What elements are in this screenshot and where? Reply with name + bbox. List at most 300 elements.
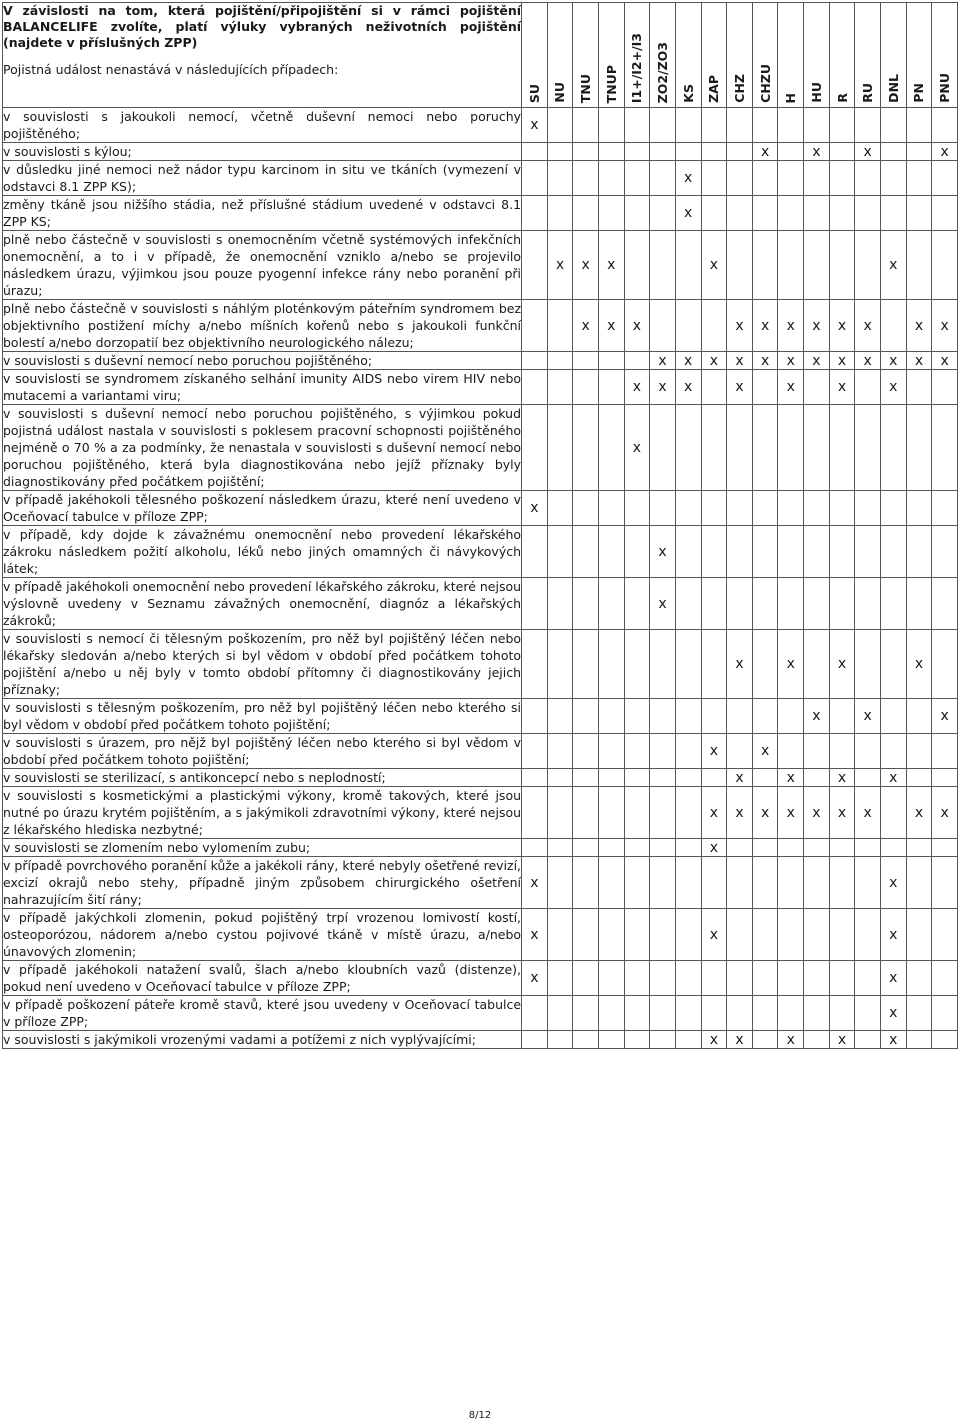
exclusion-mark: x [727,300,753,352]
exclusion-text: v souvislosti s jakoukoli nemocí, včetně duševní nemoci nebo poruchy pojištěného; [3,109,522,141]
empty-cell [778,231,804,300]
empty-cell [675,787,701,839]
empty-cell [932,1031,958,1049]
empty-cell [932,370,958,405]
empty-cell [778,143,804,161]
empty-cell [624,769,650,787]
empty-cell [522,300,548,352]
category-label: H [783,92,799,103]
empty-cell [650,1031,676,1049]
empty-cell [932,161,958,196]
empty-cell [932,630,958,699]
empty-cell [573,909,599,961]
empty-cell [675,699,701,734]
empty-cell [932,839,958,857]
exclusions-body [3,108,958,1049]
exclusion-mark: x [598,300,624,352]
empty-cell [906,196,932,231]
exclusion-mark: x [778,1031,804,1049]
empty-cell [727,161,753,196]
empty-cell [701,491,727,526]
empty-cell [881,161,907,196]
category-label: R [834,93,850,103]
empty-cell [727,143,753,161]
empty-cell [752,526,778,578]
exclusion-text: v případě jakéhokoli natažení svalů, šlach a/nebo kloubních vazů (distenze), pokud není uvedeno v Oceňovací tabulce v příloze ZPP; [3,962,522,994]
empty-cell [855,961,881,996]
intro-cell [3,3,522,108]
empty-cell [624,196,650,231]
empty-cell [675,300,701,352]
category-label: TNU [578,73,594,103]
exclusions-table [2,2,958,1049]
empty-cell [573,196,599,231]
empty-cell [932,857,958,909]
empty-cell [804,526,830,578]
exclusion-mark: x [650,352,676,370]
empty-cell [829,143,855,161]
empty-cell [829,196,855,231]
table-row [3,405,958,491]
empty-cell [881,405,907,491]
empty-cell [675,996,701,1031]
empty-cell [573,526,599,578]
table-row [3,961,958,996]
exclusion-mark: x [522,961,548,996]
table-row [3,108,958,143]
empty-cell [522,769,548,787]
exclusion-text: v souvislosti se zlomením nebo vylomením zubu; [3,839,522,857]
empty-cell [650,769,676,787]
empty-cell [906,370,932,405]
empty-cell [547,769,573,787]
empty-cell [598,769,624,787]
intro-title: V závislosti na tom, která pojištění/připojištění si v rámci pojištění BALANCELIFE zvolíte, platí výluky vybraných neživotních pojištění (najdete v příslušných ZPP) [3,3,522,50]
table-row [3,734,958,769]
empty-cell [522,526,548,578]
empty-cell [650,405,676,491]
exclusion-mark: x [701,1031,727,1049]
empty-cell [701,405,727,491]
empty-cell [547,526,573,578]
empty-cell [598,526,624,578]
empty-cell [650,839,676,857]
empty-cell [573,143,599,161]
empty-cell [727,961,753,996]
empty-cell [675,578,701,630]
empty-cell [624,996,650,1031]
exclusion-mark: x [778,630,804,699]
exclusion-mark: x [855,787,881,839]
category-label: PNU [937,73,953,103]
exclusion-text: v souvislosti s úrazem, pro nějž byl pojištěný léčen nebo kterého si byl vědom v období před počátkem tohoto pojištění; [3,735,522,767]
empty-cell [906,108,932,143]
empty-cell [675,630,701,699]
empty-cell [650,491,676,526]
empty-cell [522,1031,548,1049]
exclusion-mark: x [522,491,548,526]
empty-cell [855,526,881,578]
exclusion-mark: x [701,839,727,857]
empty-cell [906,1031,932,1049]
empty-cell [598,630,624,699]
empty-cell [727,734,753,769]
empty-cell [829,491,855,526]
empty-cell [547,699,573,734]
exclusion-mark: x [906,352,932,370]
empty-cell [932,961,958,996]
empty-cell [752,405,778,491]
empty-cell [881,734,907,769]
empty-cell [804,1031,830,1049]
empty-cell [624,787,650,839]
category-label: NU [552,82,568,103]
exclusion-text: v případě jakéhokoli onemocnění nebo provedení lékařského zákroku, které nejsou výslovně uvedeny v Seznamu závažných onemocnění, diagnóz a lékařských zákroků; [3,579,522,628]
empty-cell [752,231,778,300]
exclusion-mark: x [624,370,650,405]
empty-cell [829,996,855,1031]
exclusion-text: v případě jakéhokoli tělesného poškození následkem úrazu, které není uvedeno v Oceňovací tabulce v příloze ZPP; [3,492,522,524]
empty-cell [804,734,830,769]
empty-cell [675,143,701,161]
exclusion-mark: x [598,231,624,300]
empty-cell [624,352,650,370]
empty-cell [547,909,573,961]
exclusion-mark: x [881,909,907,961]
empty-cell [932,231,958,300]
empty-cell [752,161,778,196]
empty-cell [624,231,650,300]
empty-cell [650,996,676,1031]
empty-cell [675,108,701,143]
empty-cell [598,839,624,857]
exclusion-mark: x [624,405,650,491]
empty-cell [573,161,599,196]
category-header [522,3,548,108]
empty-cell [906,231,932,300]
empty-cell [650,630,676,699]
category-label: CHZU [757,64,773,103]
empty-cell [598,857,624,909]
exclusion-mark: x [804,787,830,839]
empty-cell [624,839,650,857]
category-label: ZO2/ZO3 [655,41,671,103]
empty-cell [932,405,958,491]
table-row [3,370,958,405]
exclusion-mark: x [547,231,573,300]
table-row [3,857,958,909]
empty-cell [701,526,727,578]
empty-cell [675,1031,701,1049]
table-row [3,578,958,630]
empty-cell [573,734,599,769]
empty-cell [855,996,881,1031]
empty-cell [752,839,778,857]
empty-cell [778,857,804,909]
empty-cell [727,526,753,578]
exclusion-mark: x [650,578,676,630]
empty-cell [727,231,753,300]
exclusion-text: v případě poškození páteře kromě stavů, které jsou uvedeny v Oceňovací tabulce v příloze ZPP; [3,997,522,1029]
exclusion-mark: x [932,352,958,370]
empty-cell [906,839,932,857]
exclusion-mark: x [855,699,881,734]
empty-cell [650,196,676,231]
empty-cell [675,857,701,909]
empty-cell [906,491,932,526]
empty-cell [804,909,830,961]
category-header [778,3,804,108]
exclusion-text: v souvislosti s duševní nemocí nebo poruchou pojištěného; [3,352,522,370]
empty-cell [573,699,599,734]
empty-cell [675,769,701,787]
category-label: CHZ [731,74,747,103]
exclusion-mark: x [701,231,727,300]
table-row [3,161,958,196]
empty-cell [547,196,573,231]
exclusion-mark: x [778,370,804,405]
exclusion-mark: x [829,787,855,839]
empty-cell [932,196,958,231]
exclusion-mark: x [932,300,958,352]
empty-cell [701,161,727,196]
empty-cell [829,839,855,857]
empty-cell [650,161,676,196]
empty-cell [778,734,804,769]
exclusion-mark: x [855,352,881,370]
empty-cell [855,857,881,909]
exclusion-mark: x [804,352,830,370]
category-label: KS [680,84,696,103]
empty-cell [701,300,727,352]
exclusion-text: v důsledku jiné nemoci než nádor typu karcinom in situ ve tkáních (vymezení v odstavci 8.1 ZPP KS); [3,162,522,194]
empty-cell [906,526,932,578]
empty-cell [804,961,830,996]
empty-cell [804,491,830,526]
category-header [829,3,855,108]
category-label: I1+/I2+/I3 [629,32,645,103]
exclusion-mark: x [727,630,753,699]
exclusion-mark: x [881,961,907,996]
empty-cell [881,300,907,352]
empty-cell [522,370,548,405]
empty-cell [624,143,650,161]
empty-cell [701,857,727,909]
empty-cell [675,734,701,769]
empty-cell [829,526,855,578]
empty-cell [829,699,855,734]
category-label: DNL [885,74,901,103]
category-header [752,3,778,108]
empty-cell [675,526,701,578]
empty-cell [778,196,804,231]
category-header [701,3,727,108]
table-row [3,526,958,578]
category-header [547,3,573,108]
exclusion-mark: x [881,857,907,909]
exclusion-mark: x [778,769,804,787]
empty-cell [573,491,599,526]
empty-cell [727,996,753,1031]
empty-cell [624,630,650,699]
empty-cell [650,734,676,769]
empty-cell [598,143,624,161]
exclusion-mark: x [573,231,599,300]
empty-cell [855,161,881,196]
empty-cell [624,734,650,769]
exclusion-mark: x [727,352,753,370]
empty-cell [804,578,830,630]
exclusion-mark: x [932,143,958,161]
exclusion-mark: x [804,699,830,734]
header-row [3,3,958,108]
empty-cell [522,143,548,161]
table-row [3,699,958,734]
empty-cell [855,1031,881,1049]
empty-cell [855,909,881,961]
empty-cell [650,108,676,143]
empty-cell [932,769,958,787]
empty-cell [855,734,881,769]
empty-cell [906,769,932,787]
exclusion-mark: x [675,352,701,370]
empty-cell [701,996,727,1031]
exclusion-mark: x [829,300,855,352]
exclusion-mark: x [855,300,881,352]
empty-cell [752,196,778,231]
empty-cell [778,961,804,996]
empty-cell [778,996,804,1031]
empty-cell [522,787,548,839]
empty-cell [547,161,573,196]
exclusion-mark: x [752,300,778,352]
empty-cell [804,405,830,491]
table-row [3,1031,958,1049]
empty-cell [804,857,830,909]
exclusion-text: v souvislosti s kosmetickými a plastickými výkony, kromě takových, které jsou nutné po úrazu krytém pojištěním, a s jakýmikoli zdravotními výkony, které nejsou z lékařského hlediska nezbytné; [3,788,522,837]
empty-cell [855,839,881,857]
empty-cell [855,370,881,405]
empty-cell [804,108,830,143]
empty-cell [522,996,548,1031]
exclusion-mark: x [727,769,753,787]
exclusion-mark: x [881,769,907,787]
exclusion-mark: x [906,630,932,699]
empty-cell [701,961,727,996]
category-header [624,3,650,108]
category-header [675,3,701,108]
table-row [3,231,958,300]
empty-cell [522,699,548,734]
table-row [3,352,958,370]
empty-cell [547,491,573,526]
empty-cell [932,909,958,961]
exclusion-text: v souvislosti se sterilizací, s antikoncepcí nebo s neplodností; [3,769,522,787]
empty-cell [727,108,753,143]
empty-cell [573,352,599,370]
exclusion-mark: x [675,370,701,405]
empty-cell [598,405,624,491]
empty-cell [932,734,958,769]
empty-cell [573,857,599,909]
empty-cell [906,961,932,996]
empty-cell [829,734,855,769]
exclusion-mark: x [778,787,804,839]
exclusion-mark: x [675,196,701,231]
exclusion-mark: x [855,143,881,161]
exclusion-mark: x [778,352,804,370]
empty-cell [778,108,804,143]
empty-cell [752,699,778,734]
category-header [906,3,932,108]
empty-cell [701,370,727,405]
empty-cell [573,1031,599,1049]
empty-cell [829,161,855,196]
empty-cell [598,734,624,769]
empty-cell [598,961,624,996]
empty-cell [675,491,701,526]
exclusion-mark: x [778,300,804,352]
empty-cell [598,161,624,196]
empty-cell [598,699,624,734]
exclusion-text: v případě, kdy dojde k závažnému onemocnění nebo provedení lékařského zákroku následkem požití alkoholu, léků nebo jiných omamných či návykových látek; [3,527,522,576]
category-header [932,3,958,108]
empty-cell [752,961,778,996]
empty-cell [752,108,778,143]
empty-cell [573,769,599,787]
empty-cell [752,630,778,699]
empty-cell [778,491,804,526]
empty-cell [881,143,907,161]
empty-cell [573,405,599,491]
empty-cell [829,961,855,996]
empty-cell [675,231,701,300]
empty-cell [855,196,881,231]
empty-cell [727,857,753,909]
empty-cell [855,578,881,630]
exclusion-text: v souvislosti s jakýmikoli vrozenými vadami a potížemi z nich vyplývajícími; [3,1031,522,1049]
empty-cell [650,787,676,839]
exclusion-mark: x [829,1031,855,1049]
empty-cell [547,405,573,491]
empty-cell [598,578,624,630]
empty-cell [650,231,676,300]
empty-cell [829,108,855,143]
empty-cell [932,578,958,630]
empty-cell [804,231,830,300]
exclusion-mark: x [701,909,727,961]
empty-cell [778,405,804,491]
exclusion-mark: x [932,787,958,839]
category-header [727,3,753,108]
empty-cell [573,996,599,1031]
empty-cell [701,630,727,699]
table-row [3,630,958,699]
empty-cell [829,405,855,491]
empty-cell [573,630,599,699]
exclusion-mark: x [829,769,855,787]
empty-cell [701,108,727,143]
table-row [3,996,958,1031]
empty-cell [881,787,907,839]
empty-cell [804,630,830,699]
empty-cell [906,578,932,630]
category-header [650,3,676,108]
empty-cell [727,405,753,491]
exclusion-text: změny tkáně jsou nižšího stádia, než příslušné stádium uvedené v odstavci 8.1 ZPP KS; [3,197,522,229]
empty-cell [598,996,624,1031]
empty-cell [624,857,650,909]
